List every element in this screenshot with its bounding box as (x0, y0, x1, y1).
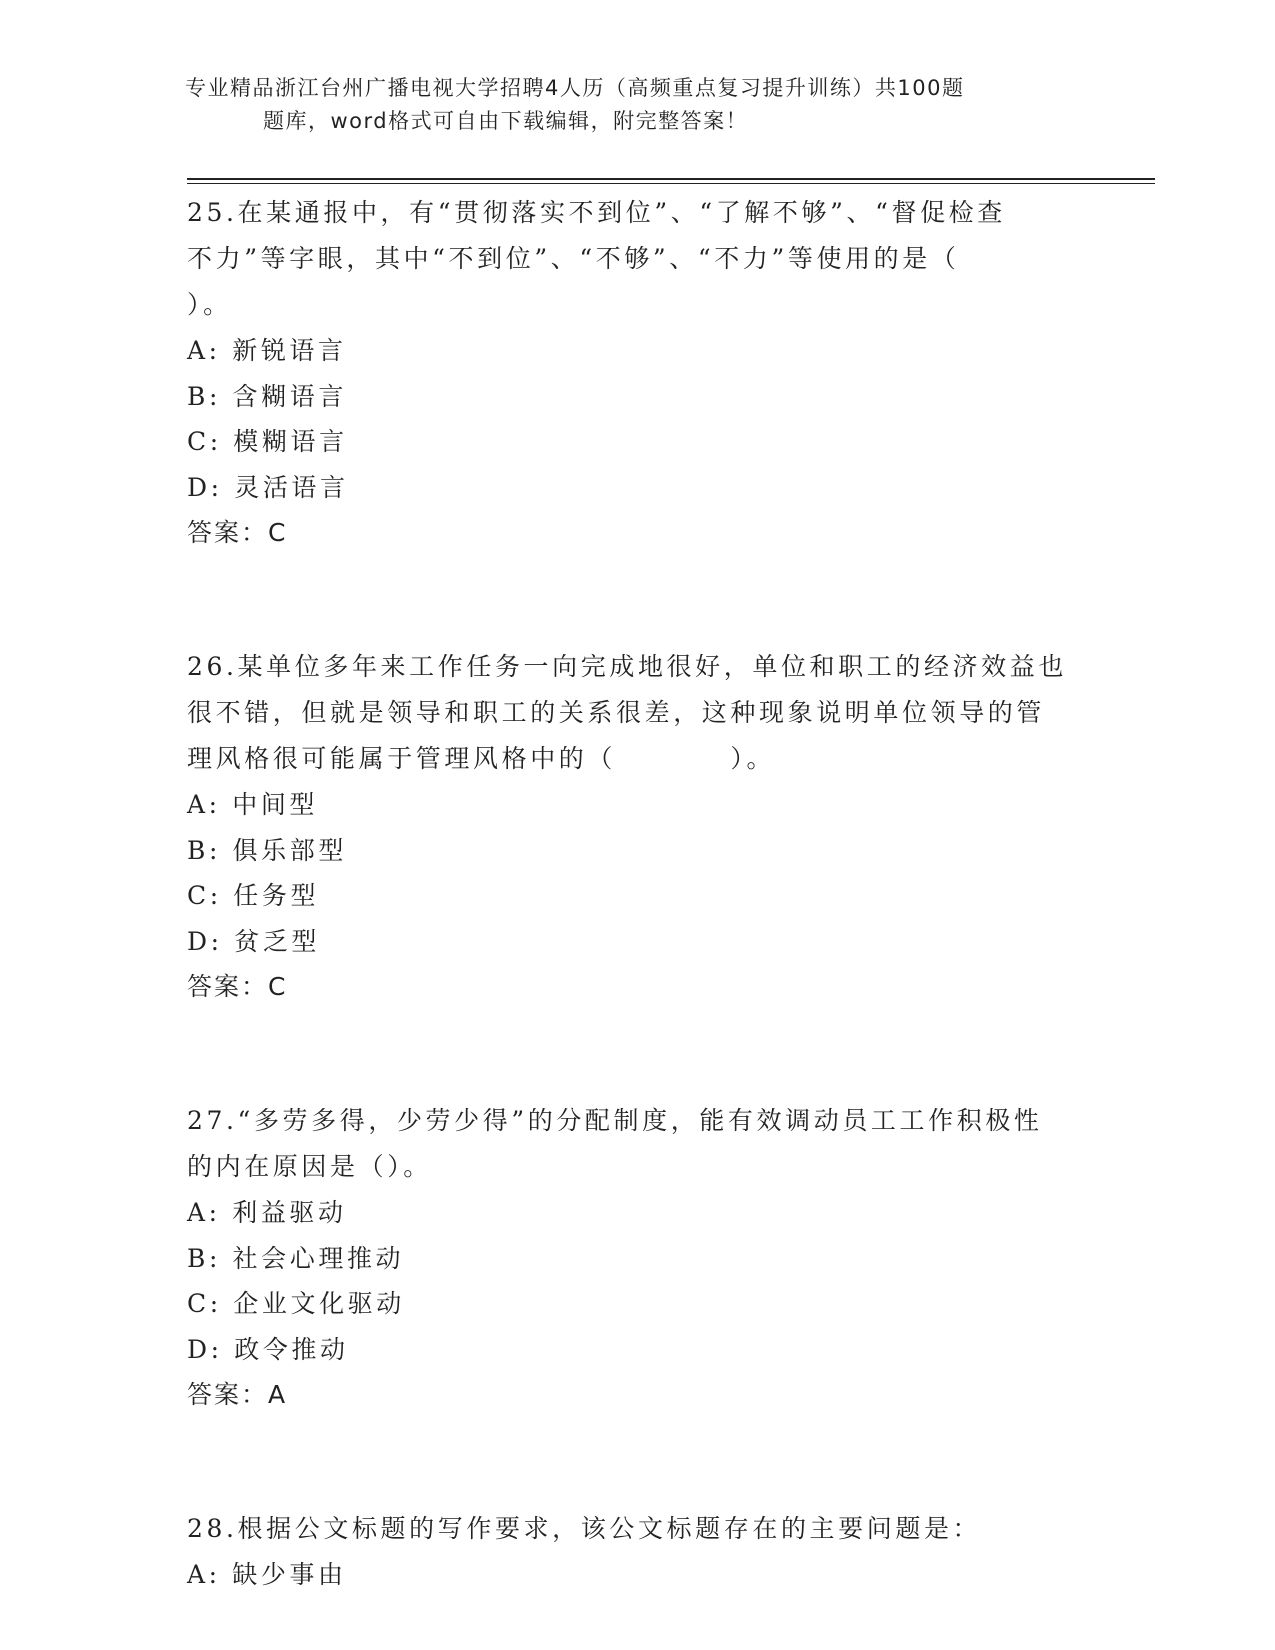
question-stem: 26.某单位多年来工作任务一向完成地很好，单位和职工的经济效益也 很不错，但就是领导和职工的关系很差，这种现象说明单位领导的管 理风格很可能属于管理风格中的（ ）。 (187, 652, 1067, 773)
question-stem: 28.根据公文标题的写作要求，该公文标题存在的主要问题是： (187, 1514, 982, 1543)
option-c: C: 模糊语言 (187, 427, 348, 456)
question-list (187, 190, 1087, 1598)
option-b: B: 含糊语言 (187, 381, 347, 411)
option-a: A: 新锐语言 (187, 336, 347, 365)
question-stem: 27.“多劳多得，少劳少得”的分配制度，能有效调动员工工作积极性 的内在原因是（）。 (187, 1106, 1043, 1181)
question-stem: 25.在某通报中，有“贯彻落实不到位”、“了解不够”、“督促检查 不力”等字眼，其中“不到位”、“不够”、“不力”等使用的是（ ）。 (187, 198, 1006, 319)
option-a: A: 缺少事由 (187, 1560, 347, 1589)
header-divider-thin (187, 183, 1155, 184)
answer: 答案：C (187, 518, 288, 547)
question-25 (187, 190, 1087, 556)
header-title-line-1: 专业精品浙江台州广播电视大学招聘4人历（高频重点复习提升训练）共100题 (185, 76, 965, 100)
option-c: C: 企业文化驱动 (187, 1289, 405, 1318)
question-28 (187, 1506, 1087, 1598)
option-c: C: 任务型 (187, 881, 320, 910)
question-27 (187, 1098, 1087, 1418)
spacer (187, 1010, 1087, 1098)
header-divider-thick (187, 178, 1155, 180)
option-b: B: 俱乐部型 (187, 835, 347, 865)
option-a: A: 利益驱动 (187, 1198, 347, 1227)
spacer (187, 556, 1087, 644)
option-b: B: 社会心理推动 (187, 1243, 405, 1273)
option-d: D: 灵活语言 (187, 472, 349, 502)
answer: 答案：C (187, 972, 288, 1001)
option-d: D: 政令推动 (187, 1334, 349, 1364)
spacer (187, 1418, 1087, 1506)
question-26 (187, 644, 1087, 1010)
option-a: A: 中间型 (187, 790, 319, 819)
page-header (185, 72, 1065, 138)
option-d: D: 贫乏型 (187, 926, 321, 956)
answer: 答案：A (187, 1380, 288, 1409)
header-title-line-2: 题库，word格式可自由下载编辑，附完整答案！ (263, 109, 749, 133)
